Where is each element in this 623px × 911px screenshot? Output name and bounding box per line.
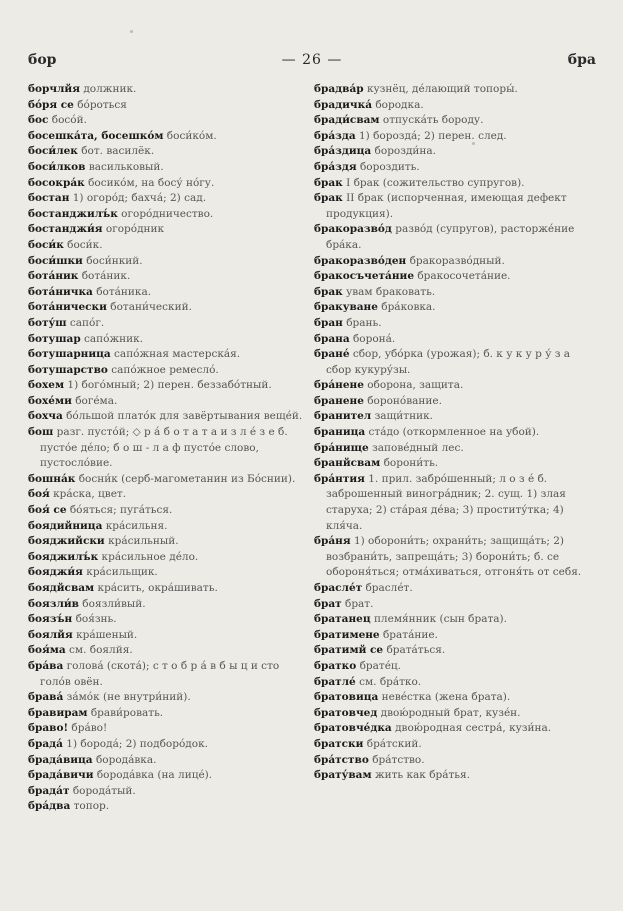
entry-translation: борода́вка. — [95, 753, 157, 766]
entry-headword: брада́вица — [28, 753, 93, 766]
dictionary-entry — [314, 753, 591, 769]
entry-translation: бра́ковка. — [381, 301, 436, 314]
entry-headword: бостан — [28, 192, 70, 205]
dictionary-entry — [28, 160, 303, 176]
entry-headword: бранйсвам — [314, 457, 381, 470]
header-left-guideword: бор — [28, 52, 57, 68]
dictionary-entry — [314, 659, 591, 675]
entry-translation: голова́ (скота́); с т о б р а́ в б ы ц и сто голо́в овён. — [40, 659, 280, 688]
entry-headword: боя́ се — [28, 504, 67, 517]
entry-translation: неве́стка (жена брата). — [381, 691, 511, 704]
entry-headword: бохем — [28, 379, 65, 392]
entry-translation: брасле́т. — [365, 582, 413, 594]
dictionary-entry — [28, 487, 303, 503]
entry-translation: кра́сильщик. — [86, 566, 158, 579]
entry-translation: бот. василёк. — [81, 145, 155, 158]
entry-headword: бостанджилъ́к — [28, 207, 118, 220]
dictionary-entry — [28, 597, 303, 613]
entry-translation: топор. — [73, 800, 110, 813]
entry-translation: огоро́дничество. — [121, 207, 214, 220]
entry-translation: кра́шеный. — [76, 628, 138, 641]
dictionary-entry — [314, 721, 591, 737]
entry-headword: бохе́ми — [28, 394, 72, 407]
entry-headword: бра́здица — [314, 145, 372, 158]
entry-translation: боси́к. — [67, 238, 103, 251]
dictionary-entry — [314, 425, 591, 441]
entry-headword: бо́ря се — [28, 98, 74, 111]
dictionary-entry — [28, 472, 303, 488]
entry-translation: см. боялйя. — [69, 644, 133, 657]
dictionary-entry — [28, 534, 303, 550]
entry-translation: кра́ска, цвет. — [53, 488, 127, 501]
dictionary-entry — [28, 659, 303, 690]
entry-headword: брат — [314, 597, 342, 610]
entry-headword: брада́ — [28, 737, 63, 750]
entry-translation: отпуска́ть бороду. — [382, 114, 484, 127]
dictionary-entry — [28, 98, 303, 114]
entry-headword: бран — [314, 316, 343, 329]
dictionary-entry — [28, 378, 303, 394]
dictionary-entry — [314, 300, 591, 316]
dictionary-entry — [28, 690, 303, 706]
entry-translation: брате́ц. — [359, 659, 402, 672]
entry-headword: брада́т — [28, 784, 70, 797]
entry-headword: бояджийски — [28, 535, 105, 548]
dictionary-entry — [28, 113, 303, 129]
page-header — [28, 52, 596, 72]
entry-headword: брасле́т — [314, 582, 363, 594]
entry-headword: бояджилъ́к — [28, 550, 99, 563]
entry-headword: боси́лков — [28, 160, 86, 173]
entry-headword: братовица — [314, 691, 379, 704]
page-speck — [130, 30, 133, 33]
entry-translation: см. бра́тко. — [359, 675, 422, 688]
dictionary-entry — [314, 706, 591, 722]
entry-headword: бракоразво́ден — [314, 254, 407, 267]
entry-translation: брат. — [345, 597, 374, 610]
dictionary-entry — [28, 768, 303, 784]
dictionary-entry — [314, 285, 591, 301]
dictionary-entry — [314, 176, 591, 192]
dictionary-entry — [28, 285, 303, 301]
entry-translation: II брак (испорченная, имеющая дефект продукция). — [326, 192, 567, 220]
entry-headword: бравирам — [28, 706, 88, 719]
dictionary-entry — [314, 160, 591, 176]
entry-headword: борчлйя — [28, 83, 80, 95]
entry-translation: 1. прил. забро́шенный; л о з е́ б. заброшенный виногра́дник; 2. сущ. 1) злая старуха; 2) ста́рая де́ва; 3) проститу́тка; 4) кля́ча. — [326, 472, 566, 532]
entry-translation: племя́нник (сын брата). — [373, 613, 507, 626]
entry-translation: двою́родный брат, кузе́н. — [380, 706, 521, 719]
entry-headword: бота́ничка — [28, 285, 93, 298]
dictionary-entry — [28, 394, 303, 410]
entry-translation: огоро́дник — [105, 223, 165, 236]
dictionary-entry — [28, 550, 303, 566]
entry-headword: бош — [28, 426, 54, 439]
dictionary-entry — [314, 98, 591, 114]
dictionary-entry — [314, 534, 591, 581]
entry-headword: бра́нище — [314, 441, 369, 454]
entry-headword: боси́шки — [28, 254, 83, 267]
entry-translation: бороздить. — [359, 160, 420, 173]
entry-headword: боядийница — [28, 519, 103, 532]
entry-headword: бра́ва — [28, 659, 64, 672]
entry-headword: брана — [314, 332, 350, 345]
dictionary-entry — [28, 737, 303, 753]
dictionary-entry — [28, 519, 303, 535]
entry-translation: васильковый. — [88, 160, 164, 173]
entry-headword: брада́вичи — [28, 769, 94, 782]
dictionary-entry — [314, 129, 591, 145]
entry-translation: 1) борозда́; 2) перен. след. — [359, 129, 507, 142]
entry-translation: бороно́вание. — [367, 394, 442, 407]
dictionary-entry — [28, 581, 303, 597]
entry-headword: боя́ — [28, 488, 50, 501]
dictionary-entry — [28, 222, 303, 238]
dictionary-entry — [28, 269, 303, 285]
entry-headword: боязли́в — [28, 597, 79, 610]
dictionary-entry — [28, 425, 303, 472]
dictionary-entry — [28, 176, 303, 192]
entry-headword: боси́лек — [28, 145, 78, 158]
entry-headword: босокра́к — [28, 176, 85, 189]
entry-translation: кузнёц, де́лающий топоры́. — [366, 83, 518, 95]
entry-translation: боге́ма. — [75, 394, 118, 407]
entry-translation: сбор, убо́рка (урожая); б. к у к у р у́ з а сбор кукуру́зы. — [326, 348, 571, 376]
entry-headword: братовчед — [314, 706, 378, 719]
dictionary-entry — [314, 394, 591, 410]
dictionary-entry — [314, 254, 591, 270]
dictionary-entry — [314, 113, 591, 129]
entry-headword: ботушар — [28, 332, 81, 345]
dictionary-entry — [28, 191, 303, 207]
entry-translation: бра́тство. — [372, 753, 425, 766]
entry-headword: братле́ — [314, 675, 356, 688]
header-right-guideword: бра — [567, 52, 596, 68]
dictionary-entry — [28, 784, 303, 800]
entry-translation: бракоразво́дный. — [409, 254, 505, 267]
entry-headword: бранене — [314, 394, 364, 407]
entry-translation: 1) бого́мный; 2) перен. беззабо́тный. — [67, 379, 272, 392]
dictionary-entry — [314, 409, 591, 425]
entry-translation: бота́ник. — [81, 270, 131, 283]
entry-translation: брань. — [346, 316, 382, 329]
entry-translation: оборона, защита. — [367, 379, 464, 392]
entry-headword: братимй се — [314, 644, 384, 657]
entry-translation: борозди́на. — [374, 145, 437, 158]
entry-translation: бракосочета́ние. — [417, 270, 511, 283]
dictionary-entry — [314, 472, 591, 534]
entry-headword: ботушарница — [28, 348, 111, 361]
dictionary-entry — [28, 643, 303, 659]
entry-translation: I брак (сожительство супругов). — [346, 176, 525, 189]
entry-headword: ботушарство — [28, 363, 108, 376]
dictionary-entry — [314, 222, 591, 253]
entry-translation: босико́м, на босу́ но́гу. — [88, 176, 215, 189]
entry-headword: бракуване — [314, 301, 378, 314]
dictionary-entry — [314, 82, 591, 98]
entry-headword: боя́ма — [28, 644, 66, 657]
entry-translation: борона́. — [352, 332, 396, 345]
dictionary-entry — [314, 456, 591, 472]
entry-translation: жить как бра́тья. — [374, 769, 470, 782]
dictionary-entry — [314, 378, 591, 394]
entry-translation: босо́й. — [51, 114, 87, 127]
entry-translation: ста́до (откормленное на убой). — [368, 426, 540, 439]
dictionary-entry — [314, 612, 591, 628]
entry-headword: боязъ́н — [28, 613, 73, 626]
entry-translation: защи́тник. — [374, 410, 434, 423]
entry-translation: 1) борода́; 2) подборо́док. — [66, 737, 208, 750]
entry-translation: борода́тый. — [72, 784, 136, 797]
entry-translation: кра́сильный. — [108, 535, 179, 548]
dictionary-entry — [28, 238, 303, 254]
entry-translation: брави́ровать. — [90, 706, 164, 719]
dictionary-entry — [28, 503, 303, 519]
dictionary-entry — [28, 628, 303, 644]
entry-headword: бра́здя — [314, 160, 357, 173]
entry-translation: должник. — [83, 83, 137, 95]
right-column — [314, 82, 591, 784]
entry-headword: браво! — [28, 722, 69, 735]
entry-headword: бракоразво́д — [314, 223, 392, 236]
entry-translation: кра́сильня. — [105, 519, 168, 532]
dictionary-entry — [28, 254, 303, 270]
dictionary-entry — [314, 597, 591, 613]
entry-translation: запове́дный лес. — [372, 441, 464, 454]
dictionary-entry — [314, 332, 591, 348]
entry-headword: браница — [314, 426, 366, 439]
entry-translation: сапо́жник. — [84, 332, 144, 345]
dictionary-entry — [314, 643, 591, 659]
dictionary-entry — [314, 347, 591, 378]
dictionary-entry — [28, 316, 303, 332]
entry-headword: бос — [28, 114, 49, 127]
entry-translation: борони́ть. — [383, 457, 439, 470]
entry-translation: 1) огоро́д; бахча́; 2) сад. — [72, 192, 207, 205]
entry-translation: бородка. — [375, 98, 424, 111]
entry-translation: сапо́жная мастерска́я. — [114, 348, 241, 361]
entry-translation: боя́знь. — [75, 613, 117, 626]
dictionary-entry — [314, 269, 591, 285]
entry-translation: бо́яться; пуга́ться. — [69, 504, 173, 517]
dictionary-entry — [28, 706, 303, 722]
entry-headword: бота́ник — [28, 270, 79, 283]
entry-headword: бохча — [28, 410, 63, 423]
dictionary-entry — [314, 581, 591, 597]
dictionary-entry — [28, 300, 303, 316]
entry-headword: бошна́к — [28, 472, 76, 485]
entry-translation: кра́сить, окра́шивать. — [97, 582, 218, 594]
entry-translation: кра́сильное де́ло. — [101, 550, 199, 563]
entry-headword: бостанджи́я — [28, 223, 103, 236]
entry-headword: босешка́та, босешко́м — [28, 129, 164, 142]
entry-translation: разво́д (супругов), расторже́ние бра́ка. — [326, 223, 575, 251]
dictionary-entry — [314, 144, 591, 160]
entry-headword: бра́нтия — [314, 472, 365, 485]
entry-translation: сапо́жное ремесло́. — [111, 363, 219, 376]
dictionary-entry — [28, 332, 303, 348]
entry-translation: бра́во! — [71, 722, 108, 735]
dictionary-entry — [28, 144, 303, 160]
entry-translation: босни́к (серб-магометанин из Бо́снии). — [78, 472, 296, 485]
entry-headword: бра́нене — [314, 379, 364, 392]
entry-headword: бояджи́я — [28, 566, 83, 579]
entry-headword: боядйсвам — [28, 582, 95, 594]
dictionary-entry — [314, 191, 591, 222]
entry-headword: брак — [314, 176, 343, 189]
entry-translation: бо́роться — [77, 98, 127, 111]
entry-translation: сапо́г. — [69, 316, 105, 329]
dictionary-entry — [28, 409, 303, 425]
dictionary-entry — [28, 721, 303, 737]
entry-translation: брата́ться. — [386, 644, 446, 657]
entry-translation: боси́ко́м. — [166, 129, 217, 142]
entry-headword: брадва́р — [314, 83, 364, 95]
entry-headword: братко — [314, 659, 357, 672]
entry-translation: 1) оборони́ть; охрани́ть; защища́ть; 2) возбрани́ть, запреща́ть; 3) борони́ть; б. се обороня́ться; отма́хиваться, отгоня́ть от себя. — [326, 535, 582, 579]
entry-translation: бра́тский. — [366, 737, 422, 750]
entry-headword: бранител — [314, 410, 372, 423]
page-speck — [472, 142, 475, 145]
entry-translation: бота́ника. — [96, 285, 152, 298]
entry-headword: братски — [314, 737, 364, 750]
entry-translation: разг. пусто́й; ◇ р а́ б о т а т а и з л е́ з е б. пусто́е де́ло; б о ш - л а ф пусто́е слово, пустосло́вие. — [40, 426, 288, 470]
entry-headword: бране́ — [314, 348, 350, 361]
entry-headword: бра́тство — [314, 753, 369, 766]
dictionary-entry — [28, 799, 303, 815]
entry-headword: боту́ш — [28, 316, 67, 329]
entry-headword: братанец — [314, 613, 371, 626]
dictionary-entry — [28, 612, 303, 628]
dictionary-entry — [28, 565, 303, 581]
entry-headword: боси́к — [28, 238, 64, 251]
dictionary-entry — [314, 690, 591, 706]
entry-headword: бради́свам — [314, 114, 380, 127]
entry-headword: бра́два — [28, 800, 71, 813]
page-number: — 26 — — [281, 52, 343, 68]
entry-translation: за́мо́к (не внутри́ний). — [66, 691, 191, 704]
entry-headword: бракосъчета́ние — [314, 270, 415, 283]
dictionary-entry — [28, 753, 303, 769]
entry-translation: боязли́вый. — [82, 597, 146, 610]
entry-translation: бо́льшой плато́к для завёртывания веще́й. — [66, 410, 303, 423]
entry-translation: брата́ние. — [382, 628, 438, 641]
entry-headword: боялйя — [28, 628, 73, 641]
dictionary-entry — [28, 129, 303, 145]
entry-headword: братимене — [314, 628, 380, 641]
entry-headword: бра́ня — [314, 535, 351, 548]
entry-translation: ботани́ческий. — [110, 301, 192, 314]
dictionary-entry — [314, 737, 591, 753]
entry-translation: увам браковать. — [346, 285, 436, 298]
dictionary-entry — [314, 768, 591, 784]
entry-headword: брак — [314, 192, 343, 205]
entry-headword: братовче́дка — [314, 722, 392, 735]
entry-headword: брату́вам — [314, 769, 372, 782]
entry-headword: брава́ — [28, 691, 64, 704]
entry-translation: борода́вка (на лице́). — [96, 769, 213, 782]
entry-headword: брадичка́ — [314, 98, 373, 111]
left-column — [28, 82, 303, 815]
dictionary-entry — [314, 316, 591, 332]
entry-headword: бра́зда — [314, 129, 356, 142]
dictionary-entry — [28, 207, 303, 223]
dictionary-entry — [28, 82, 303, 98]
entry-translation: боси́нкий. — [86, 254, 143, 267]
entry-headword: бота́нически — [28, 301, 107, 314]
dictionary-entry — [28, 347, 303, 363]
dictionary-entry — [314, 628, 591, 644]
dictionary-entry — [314, 441, 591, 457]
entry-translation: двою́родная сестра́, кузи́на. — [395, 722, 552, 735]
entry-headword: брак — [314, 285, 343, 298]
dictionary-entry — [314, 675, 591, 691]
dictionary-entry — [28, 363, 303, 379]
